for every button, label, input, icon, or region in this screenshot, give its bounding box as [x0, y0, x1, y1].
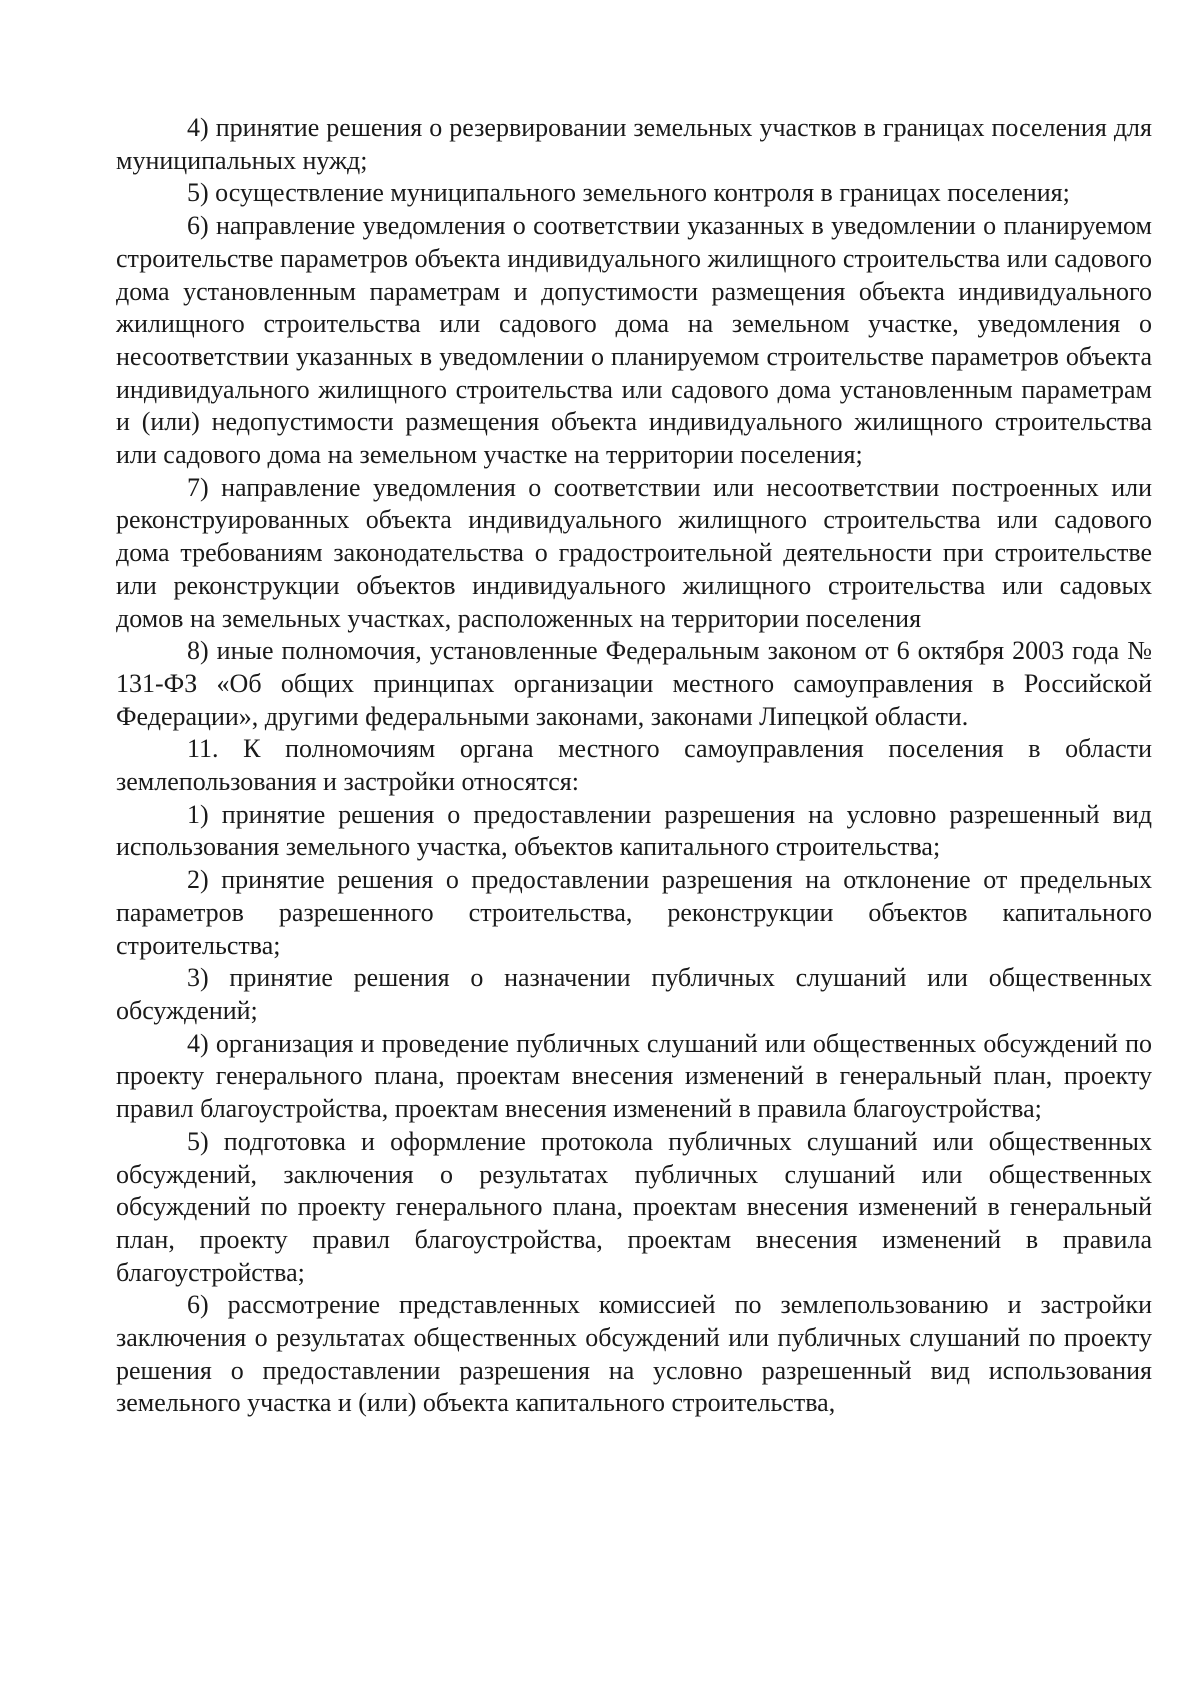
paragraph-12: 6) рассмотрение представленных комиссией по землепользованию и застройки заключения о результатах общественных обсуждений или публичных слушаний по проекту решения о предоставлении разрешения на условно разрешенный вид использования земельного участка и (или) объекта капитального строительства, [116, 1290, 1152, 1418]
paragraph-7: 1) принятие решения о предоставлении разрешения на условно разрешенный вид использования земельного участка, объектов капитального строительства; [116, 799, 1152, 862]
paragraph-4: 7) направление уведомления о соответствии или несоответствии построенных или реконструированных объекта индивидуального жилищного строительства или садового дома требованиям законодательства о градостроительной деятельности при строительстве или реконструкции объектов индивидуального жилищного строительства или садовых домов на земельных участках, расположенных на территории поселения [116, 472, 1152, 633]
paragraph-11: 5) подготовка и оформление протокола публичных слушаний или общественных обсуждений, заключения о результатах публичных слушаний или общественных обсуждений по проекту генерального плана, проектам внесения изменений в генеральный план, проекту правил благоустройства, проектам внесения изменений в правила благоустройства; [116, 1126, 1152, 1287]
paragraph-6: 11. К полномочиям органа местного самоуправления поселения в области землепользования и застройки относятся: [116, 734, 1152, 797]
document-page [116, 112, 1152, 1420]
paragraph-10: 4) организация и проведение публичных слушаний или общественных обсуждений по проекту генерального плана, проектам внесения изменений в генеральный план, проекту правил благоустройства, проектам внесения изменений в правила благоустройства; [116, 1028, 1152, 1124]
paragraph-9: 3) принятие решения о назначении публичных слушаний или общественных обсуждений; [116, 963, 1152, 1025]
paragraph-5: 8) иные полномочия, установленные Федеральным законом от 6 октября 2003 года № 131-ФЗ «Об общих принципах организации местного самоуправления в Российской Федерации», другими федеральными законами, законами Липецкой области. [116, 636, 1152, 731]
paragraph-2: 5) осуществление муниципального земельного контроля в границах поселения; [187, 178, 1070, 208]
paragraph-1: 4) принятие решения о резервировании земельных участков в границах поселения для муниципальных нужд; [116, 113, 1152, 175]
paragraph-3: 6) направление уведомления о соответствии указанных в уведомлении о планируемом строительстве параметров объекта индивидуального жилищного строительства или садового дома установленным параметрам и допустимости размещения объекта индивидуального жилищного строительства или садового дома на земельном участке, уведомления о несоответствии указанных в уведомлении о планируемом строительстве параметров объекта индивидуального жилищного строительства или садового дома установленным параметрам и (или) недопустимости размещения объекта индивидуального жилищного строительства или садового дома на земельном участке на территории поселения; [116, 211, 1152, 470]
paragraph-8: 2) принятие решения о предоставлении разрешения на отклонение от предельных параметров разрешенного строительства, реконструкции объектов капитального строительства; [116, 865, 1152, 960]
